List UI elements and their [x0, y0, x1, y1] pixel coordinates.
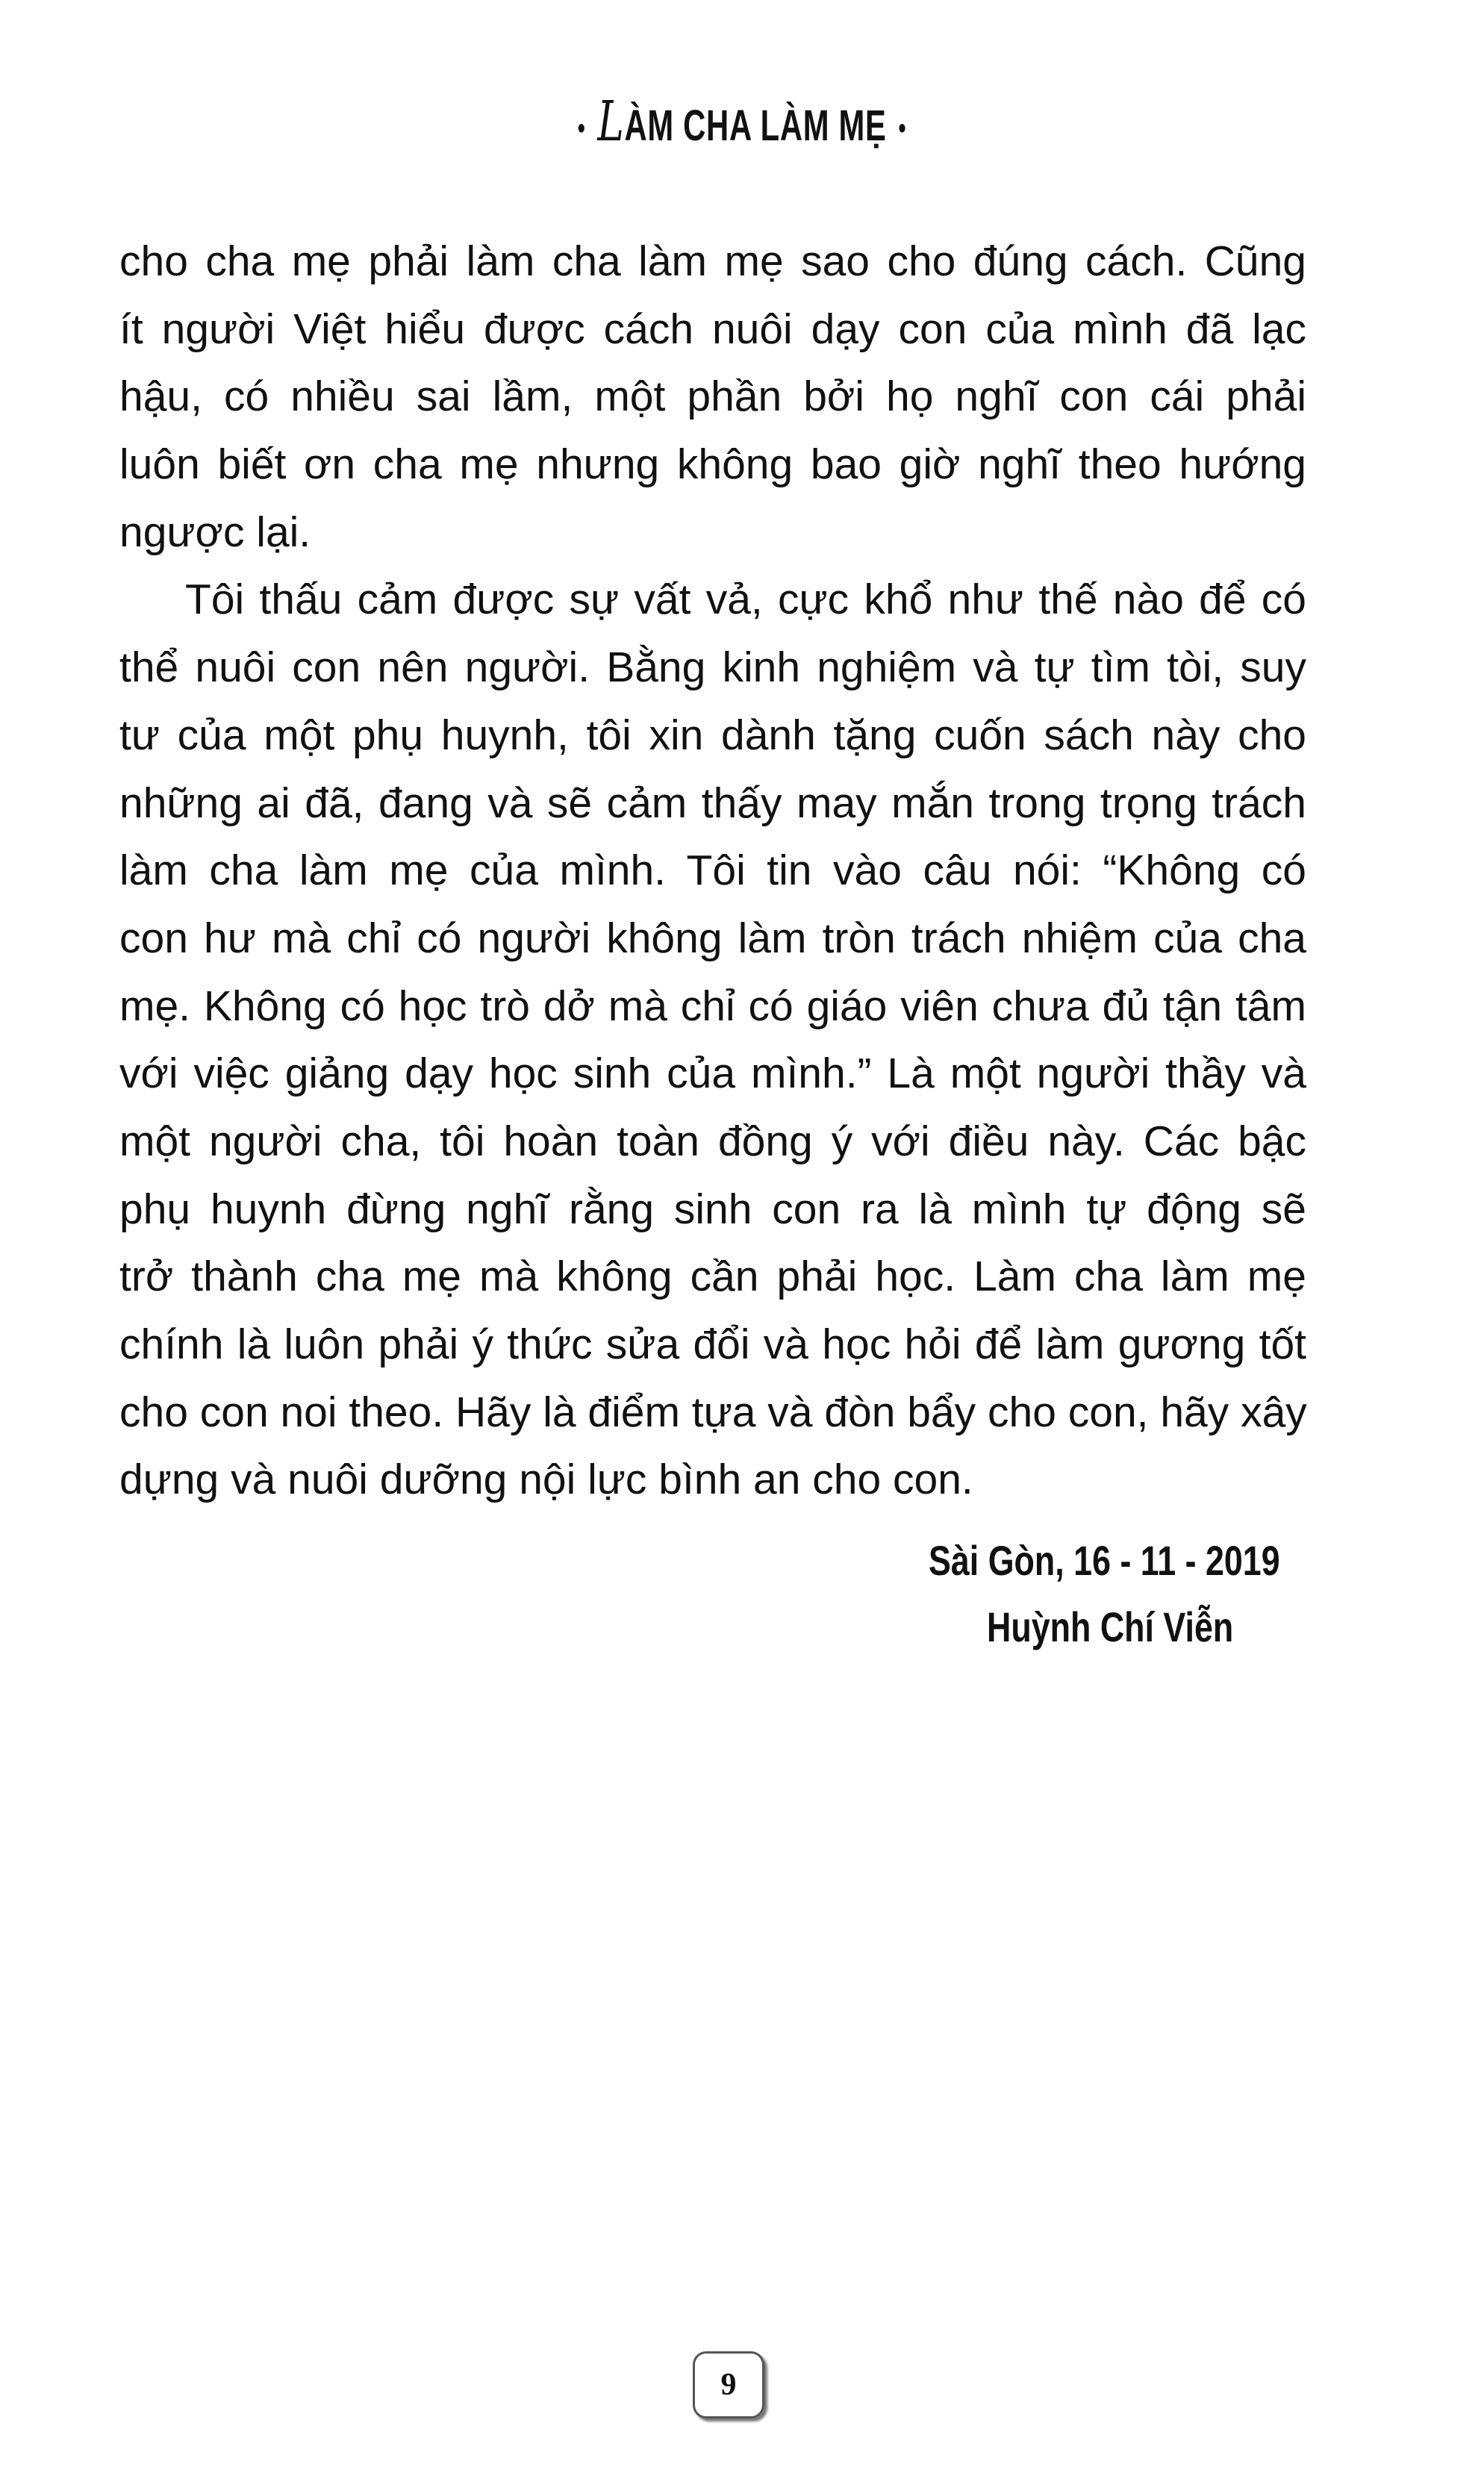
text-line: con hư mà chỉ có người không làm tròn trách nhiệm của cha — [119, 914, 1306, 962]
header-bullet-left: • — [577, 112, 586, 146]
text-line: hậu, có nhiều sai lầm, một phần bởi họ nghĩ con cái phải — [119, 372, 1306, 421]
text-line: luôn biết ơn cha mẹ nhưng không bao giờ nghĩ theo hướng — [119, 440, 1306, 489]
signature-author: Huỳnh Chí Viễn — [987, 1603, 1234, 1650]
running-header — [208, 90, 1276, 154]
text-line: chính là luôn phải ý thức sửa đổi và học hỏi để làm gương tốt — [119, 1320, 1306, 1368]
text-line: tư của một phụ huynh, tôi xin dành tặng cuốn sách này cho — [119, 711, 1306, 759]
text-line: làm cha làm mẹ của mình. Tôi tin vào câu nói: “Không có — [119, 846, 1306, 895]
text-line: cho cha mẹ phải làm cha làm mẹ sao cho đúng cách. Cũng — [119, 237, 1306, 285]
text-line: với việc giảng dạy học sinh của mình.” Là một người thầy và — [119, 1050, 1306, 1098]
header-title: ÀM CHA LÀM MẸ — [624, 102, 887, 150]
text-line: ít người Việt hiểu được cách nuôi dạy con của mình đã lạc — [119, 305, 1306, 353]
text-line: một người cha, tôi hoàn toàn đồng ý với điều này. Các bậc — [119, 1117, 1306, 1165]
header-bullet-right: • — [898, 112, 907, 146]
text-line: dựng và nuôi dưỡng nội lực bình an cho con. — [119, 1456, 973, 1504]
text-line: mẹ. Không có học trò dở mà chỉ có giáo viên chưa đủ tận tâm — [119, 982, 1306, 1030]
page-number — [693, 2351, 764, 2418]
signature-place-date: Sài Gòn, 16 - 11 - 2019 — [929, 1537, 1280, 1584]
body-text — [119, 228, 1306, 1514]
page-number-text: 9 — [720, 2368, 737, 2402]
text-line: trở thành cha mẹ mà không cần phải học. Làm cha làm mẹ — [119, 1253, 1306, 1301]
text-line: những ai đã, đang và sẽ cảm thấy may mắn trong trọng trách — [119, 779, 1306, 827]
header-initial: L — [597, 90, 625, 154]
text-line: thể nuôi con nên người. Bằng kinh nghiệm và tự tìm tòi, suy — [119, 643, 1306, 692]
text-line: Tôi thấu cảm được sự vất vả, cực khổ như thế nào để có — [185, 576, 1306, 624]
text-line: ngược lại. — [119, 508, 311, 556]
text-line: cho con noi theo. Hãy là điểm tựa và đòn bẩy cho con, hãy xây — [119, 1388, 1307, 1436]
text-line: phụ huynh đừng nghĩ rằng sinh con ra là mình tự động sẽ — [119, 1185, 1306, 1233]
